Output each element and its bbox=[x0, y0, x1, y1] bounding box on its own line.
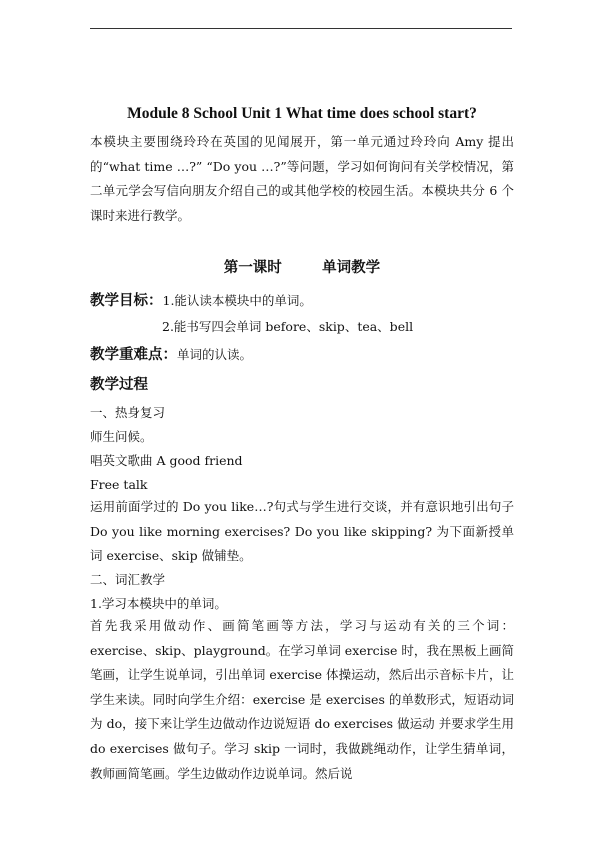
lesson-heading: 第一课时 单词教学 bbox=[223, 259, 381, 276]
objectives-line bbox=[90, 291, 514, 311]
process-heading: 教学过程 bbox=[90, 376, 148, 393]
header-rule bbox=[90, 28, 512, 29]
step1-line-2: 唱英文歌曲 A good friend bbox=[90, 453, 243, 468]
keypoints-text: 单词的认读。 bbox=[177, 347, 253, 362]
intro-paragraph: 本模块主要围绕玲玲在英国的见闻展开，第一单元通过玲玲向 Amy 提出的“what time …?” “Do you …?”等问题，学习如何询问有关学校情况，第二单元学会写信向朋友介绍自己的或其他学校的校园生活。本模块共分 6 个课时来进行教学。 bbox=[90, 134, 514, 223]
step1-paragraph: 运用前面学过的 Do you like…?句式与学生进行交谈，并有意识地引出句子 Do you like morning exercises? Do you like skipping? 为下面新授单词 exercise、skip 做铺垫。 bbox=[90, 499, 514, 564]
objectives-label: 教学目标： bbox=[90, 292, 163, 309]
document-title: Module 8 School Unit 1 What time does school start? bbox=[127, 105, 477, 122]
keypoints-line bbox=[90, 345, 514, 365]
objective-1: 1.能认读本模块中的单词。 bbox=[162, 293, 312, 308]
step2-paragraph: 首先我采用做动作、画简笔画等方法，学习与运动有关的三个词：exercise、skip、playground。在学习单词 exercise 时，我在黑板上画简笔画，让学生说单词，引出单词 exercise 体操运动，然后出示音标卡片，让学生来读。同时向学生介绍：exercise 是 exercises 的单数形式，短语动词为 do，接下来让学生边做动作边说短语 do exercises 做运动 并要求学生用 do exercises 做句子。学习 skip 一词时，我做跳绳动作，让学生猜单词，教师画简笔画。学生边做动作边说单词。然后说 bbox=[90, 618, 514, 781]
step2-line-1: 1.学习本模块中的单词。 bbox=[90, 596, 227, 611]
step1-line-1: 师生问候。 bbox=[90, 429, 153, 444]
objective-2: 2.能书写四会单词 before、skip、tea、bell bbox=[162, 319, 414, 334]
step1-heading: 一、热身复习 bbox=[90, 405, 166, 420]
keypoints-label: 教学重难点： bbox=[90, 346, 177, 363]
step2-heading: 二、词汇教学 bbox=[90, 572, 166, 587]
step1-line-3: Free talk bbox=[90, 477, 148, 492]
